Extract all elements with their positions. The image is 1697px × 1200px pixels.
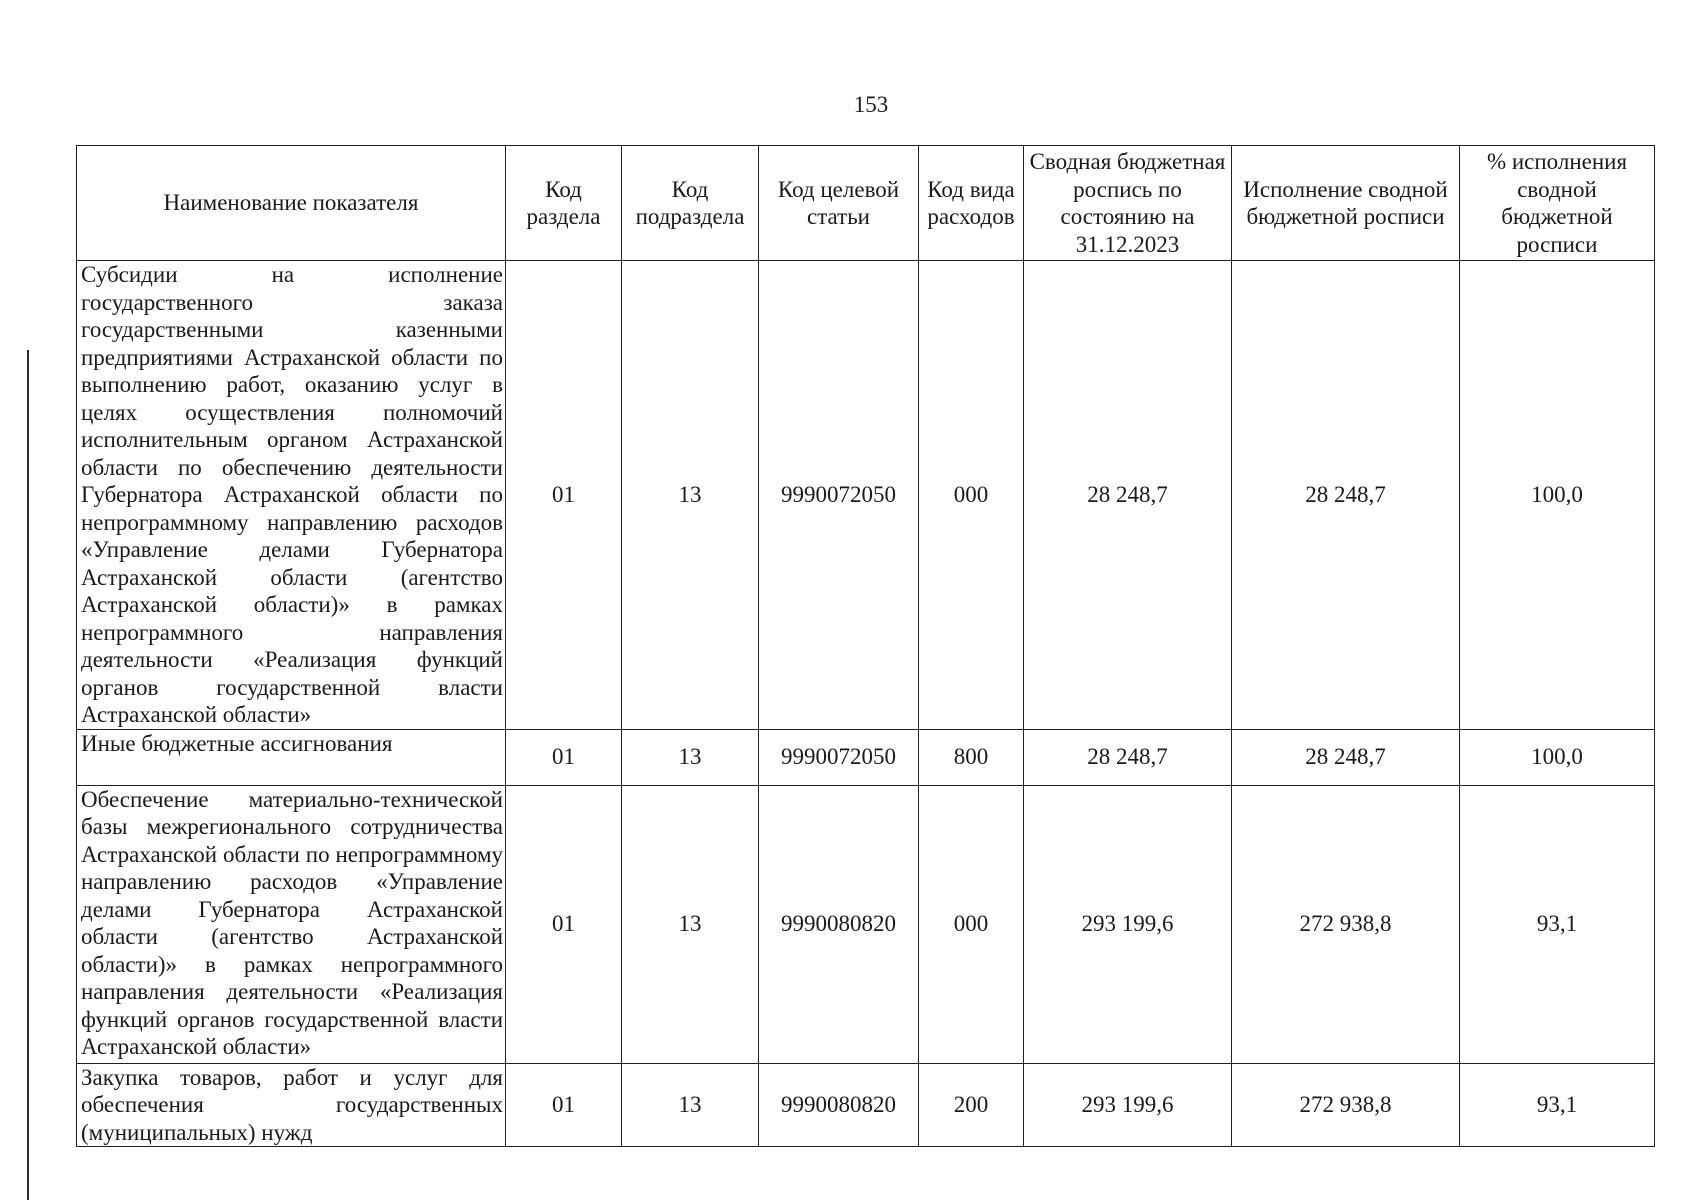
- row-budget-plan: 293 199,6: [1024, 1063, 1232, 1147]
- row-execution-percent: 93,1: [1460, 1063, 1655, 1147]
- row-expense-type-code: 200: [919, 1063, 1024, 1147]
- row-target-code: 9990072050: [759, 261, 919, 730]
- table-row: [77, 261, 1655, 730]
- row-section-code: 01: [506, 785, 622, 1063]
- header-section-code: Код раздела: [506, 146, 622, 261]
- row-section-code: 01: [506, 1063, 622, 1147]
- row-subsection-code: 13: [622, 729, 759, 785]
- row-budget-plan: 293 199,6: [1024, 785, 1232, 1063]
- budget-execution-table: [76, 145, 1655, 1147]
- row-subsection-code: 13: [622, 261, 759, 730]
- header-expense-type-code: Код вида расходов: [919, 146, 1024, 261]
- header-subsection-code: Код подраздела: [622, 146, 759, 261]
- table-row: [77, 1063, 1655, 1147]
- scan-edge-line: [27, 350, 29, 1200]
- row-budget-execution: 272 938,8: [1232, 785, 1460, 1063]
- row-execution-percent: 93,1: [1460, 785, 1655, 1063]
- header-target-code: Код целевой статьи: [759, 146, 919, 261]
- row-budget-execution: 28 248,7: [1232, 729, 1460, 785]
- row-execution-percent: 100,0: [1460, 729, 1655, 785]
- row-budget-execution: 28 248,7: [1232, 261, 1460, 730]
- row-name: Иные бюджетные ассигнования: [77, 729, 506, 785]
- row-target-code: 9990072050: [759, 729, 919, 785]
- row-subsection-code: 13: [622, 1063, 759, 1147]
- header-budget-execution: Исполнение сводной бюджетной росписи: [1232, 146, 1460, 261]
- row-expense-type-code: 000: [919, 261, 1024, 730]
- row-name: Закупка товаров, работ и услуг для обеспечения государственных (муниципальных) нужд: [77, 1063, 506, 1147]
- row-target-code: 9990080820: [759, 785, 919, 1063]
- row-budget-execution: 272 938,8: [1232, 1063, 1460, 1147]
- header-indicator-name: Наименование показателя: [77, 146, 506, 261]
- row-execution-percent: 100,0: [1460, 261, 1655, 730]
- row-expense-type-code: 000: [919, 785, 1024, 1063]
- row-section-code: 01: [506, 261, 622, 730]
- row-name: Субсидии на исполнение государственного заказа государственными казенными предприятиями Астраханской области по выполнению работ, оказанию услуг в целях осуществления полномочий исполнительным органом Астраханской области по обеспечению деятельности Губернатора Астраханской области по непрограммному направлению расходов «Управление делами Губернатора Астраханской области (агентство Астраханской области)» в рамках непрограммного направления деятельности «Реализация функций органов государственной власти Астраханской области»: [77, 261, 506, 730]
- table-header-row: [77, 146, 1655, 261]
- row-name: Обеспечение материально-технической базы межрегионального сотрудничества Астраханской области по непрограммному направлению расходов «Управление делами Губернатора Астраханской области (агентство Астраханской области)» в рамках непрограммного направления деятельности «Реализация функций органов государственной власти Астраханской области»: [77, 785, 506, 1063]
- row-target-code: 9990080820: [759, 1063, 919, 1147]
- table-row: [77, 785, 1655, 1063]
- header-execution-percent: % исполнения сводной бюджетной росписи: [1460, 146, 1655, 261]
- row-budget-plan: 28 248,7: [1024, 729, 1232, 785]
- header-budget-plan: Сводная бюджетная роспись по состоянию на 31.12.2023: [1024, 146, 1232, 261]
- row-budget-plan: 28 248,7: [1024, 261, 1232, 730]
- page-number: 153: [853, 92, 889, 117]
- row-section-code: 01: [506, 729, 622, 785]
- table-row: [77, 729, 1655, 785]
- row-expense-type-code: 800: [919, 729, 1024, 785]
- row-subsection-code: 13: [622, 785, 759, 1063]
